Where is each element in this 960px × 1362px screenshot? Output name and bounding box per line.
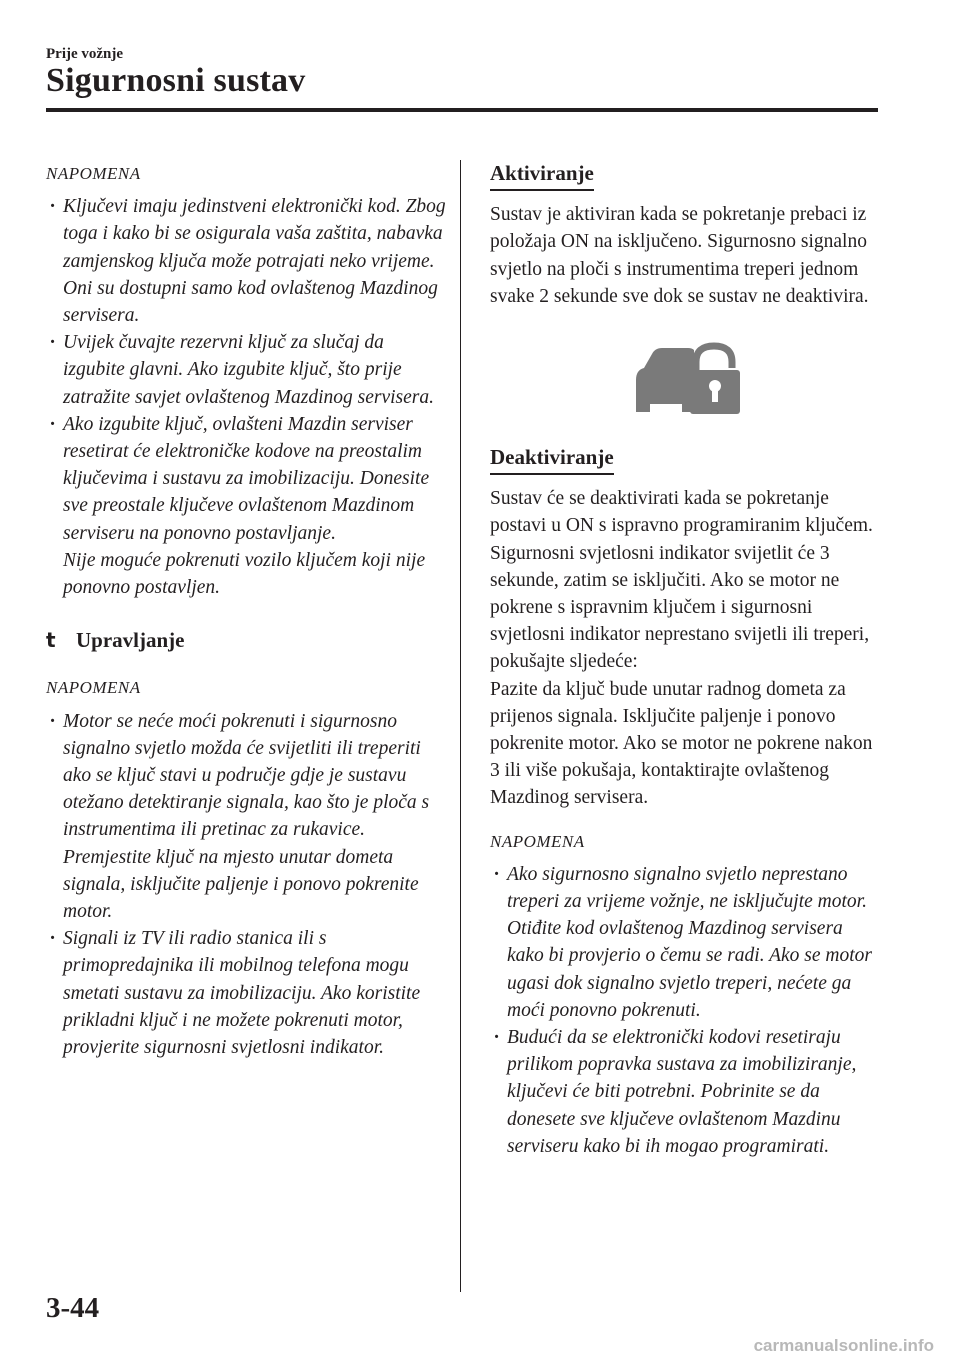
subsection-title: Upravljanje	[76, 628, 185, 653]
deactivation-text: Sustav će se deaktivirati kada se pokretanje postavi u ON s ispravno programiranim ključem. Sigurnosni svjetlosni indikator svijetlit će 3 sekunde, zatim se isključiti. Ako se motor ne pokrene s ispravnim ključem i sigurnosni svjetlosni indikator neprestano svijetli ili treperi, pokušajte sljedeće:	[490, 488, 873, 673]
left-column	[46, 160, 446, 1061]
note-title: NAPOMENA	[46, 678, 141, 698]
title-rule	[46, 108, 878, 112]
note-item: · Motor se neće moći pokrenuti i sigurnosno signalno svjetlo možda će svijetliti ili treperiti ako se ključ stavi u područje gdje je sustavu otežano detektiranje signala, kao što je ploča s instrumentima ili pretinac za rukavice. Premjestite ključ na mjesto unutar dometa signala, isključite paljenje i ponovo pokrenite motor.	[46, 708, 446, 926]
subsection-marker: t	[46, 628, 56, 653]
note-continuation: Nije moguće pokrenuti vozilo ključem koji nije ponovno postavljen.	[63, 549, 426, 599]
note-title: NAPOMENA	[46, 164, 141, 183]
column-divider	[460, 160, 461, 1292]
page-title: Sigurnosni sustav	[46, 62, 306, 99]
deactivation-text: Pazite da ključ bude unutar radnog dometa za prijenos signala. Isključite paljenje i ponovo pokrenite motor. Ako se motor ne pokrene nakon 3 ili više pokušaja, kontaktirajte ovlaštenog Mazdinog servisera.	[490, 678, 873, 809]
subsection-heading	[46, 627, 446, 654]
note-list	[46, 708, 446, 1062]
note-item: · Ako izgubite ključ, ovlašteni Mazdin serviser resetirat će elektroničke kodove na preostalim ključevima i sustavu za imobilizaciju. Donesite sve preostale ključeve ovlaštenom Mazdinom serviseru na ponovno postavljanje.	[46, 411, 446, 547]
security-indicator-figure	[490, 342, 884, 418]
page-number: 3-44	[46, 1292, 100, 1324]
note-item: · Signali iz TV ili radio stanica ili s primopredajnika ili mobilnog telefona mogu smetati sustavu za imobilizaciju. Ako koristite prikladni ključ i ne možete pokrenuti motor, provjerite sigurnosni svjetlosni indikator.	[46, 925, 446, 1061]
note-item: · Ključevi imaju jedinstveni elektronički kod. Zbog toga i kako bi se osigurala vaša zaštita, nabavka zamjenskog ključa može potrajati neko vrijeme. Oni su dostupni samo kod ovlaštenog Mazdinog servisera.	[46, 193, 446, 329]
note-list	[46, 193, 446, 547]
note-item: · Budući da se elektronički kodovi resetiraju prilikom popravka sustava za imobiliziranje, ključevi će biti potrebni. Pobrinite se da donesete sve ključeve ovlaštenom Mazdinu serviseru kako bi ih mogao programirati.	[490, 1024, 884, 1160]
car-padlock-icon	[630, 342, 744, 418]
deactivation-heading: Deaktiviranje	[490, 444, 614, 475]
section-label: Prije vožnje	[46, 46, 124, 62]
note-item: · Ako sigurnosno signalno svjetlo neprestano treperi za vrijeme vožnje, ne isključujte motor. Otiđite kod ovlaštenog Mazdinog servisera kako bi provjerio o čemu se radi. Ako se motor ugasi dok signalno svjetlo treperi, nećete ga moći ponovno pokrenuti.	[490, 861, 884, 1024]
watermark: carmanualsonline.info	[753, 1336, 934, 1355]
activation-text: Sustav je aktiviran kada se pokretanje prebaci iz položaja ON na isključeno. Sigurnosno signalno svjetlo na ploči s instrumentima treperi jednom svake 2 sekunde sve dok se sustav ne deaktivira.	[490, 204, 869, 307]
activation-heading: Aktiviranje	[490, 160, 594, 191]
note-list	[490, 861, 884, 1160]
note-item: · Uvijek čuvajte rezervni ključ za slučaj da izgubite glavni. Ako izgubite ključ, što prije zatražite savjet ovlaštenog Mazdinog servisera.	[46, 329, 446, 411]
note-title: NAPOMENA	[490, 831, 585, 851]
right-column	[490, 160, 884, 1160]
